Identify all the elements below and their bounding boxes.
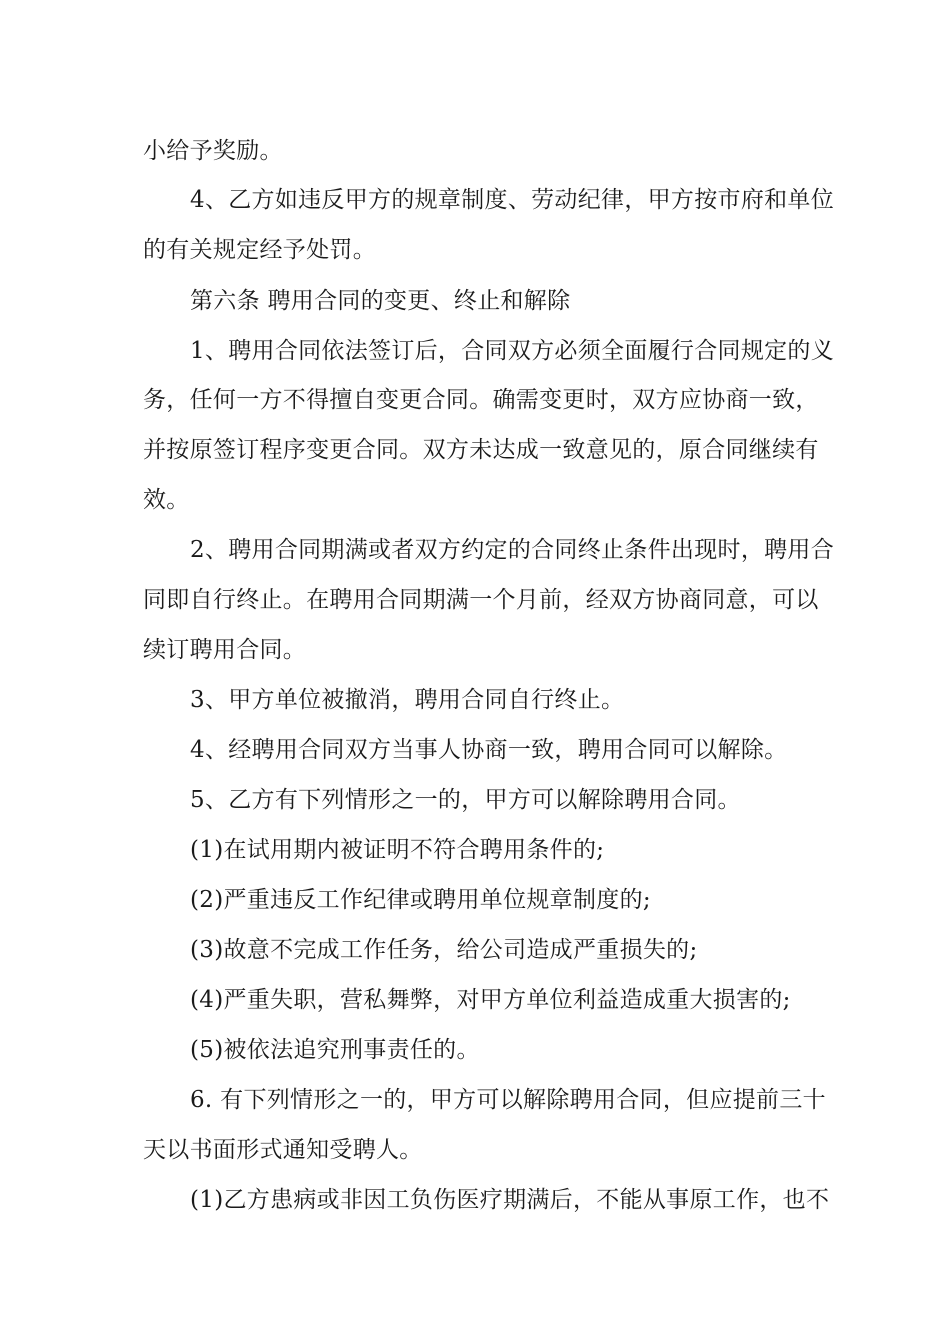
list-item: (3)故意不完成工作任务，给公司造成严重损失的; (190, 937, 698, 963)
text-line: 4、乙方如违反甲方的规章制度、劳动纪律，甲方按市府和单位 (190, 187, 835, 213)
text-line: 6. 有下列情形之一的，甲方可以解除聘用合同，但应提前三十 (190, 1087, 826, 1113)
list-item: (5)被依法追究刑事责任的。 (190, 1037, 480, 1063)
text-line: 天以书面形式通知受聘人。 (143, 1137, 423, 1163)
text-line: 同即自行终止。在聘用合同期满一个月前，经双方协商同意，可以 (143, 587, 819, 613)
text-line: 3、甲方单位被撤消，聘用合同自行终止。 (190, 687, 625, 713)
text-line: 4、经聘用合同双方当事人协商一致，聘用合同可以解除。 (190, 737, 788, 763)
text-line: 2、聘用合同期满或者双方约定的合同终止条件出现时，聘用合 (190, 537, 835, 563)
list-item: (1)乙方患病或非因工负伤医疗期满后，不能从事原工作，也不 (190, 1187, 830, 1213)
text-line: 续订聘用合同。 (143, 637, 307, 663)
text-line: 效。 (143, 487, 190, 513)
text-line: 小给予奖励。 (143, 138, 283, 164)
text-line: 1、聘用合同依法签订后，合同双方必须全面履行合同规定的义 (190, 338, 835, 364)
list-item: (2)严重违反工作纪律或聘用单位规章制度的; (190, 887, 651, 913)
section-heading: 第六条 聘用合同的变更、终止和解除 (190, 288, 571, 314)
text-line: 并按原签订程序变更合同。双方未达成一致意见的，原合同继续有 (143, 437, 819, 463)
text-line: 的有关规定经予处罚。 (143, 237, 376, 263)
text-line: 务，任何一方不得擅自变更合同。确需变更时，双方应协商一致， (143, 387, 819, 413)
list-item: (4)严重失职，营私舞弊，对甲方单位利益造成重大损害的; (190, 987, 791, 1013)
text-line: 5、乙方有下列情形之一的，甲方可以解除聘用合同。 (190, 787, 741, 813)
list-item: (1)在试用期内被证明不符合聘用条件的; (190, 837, 605, 863)
